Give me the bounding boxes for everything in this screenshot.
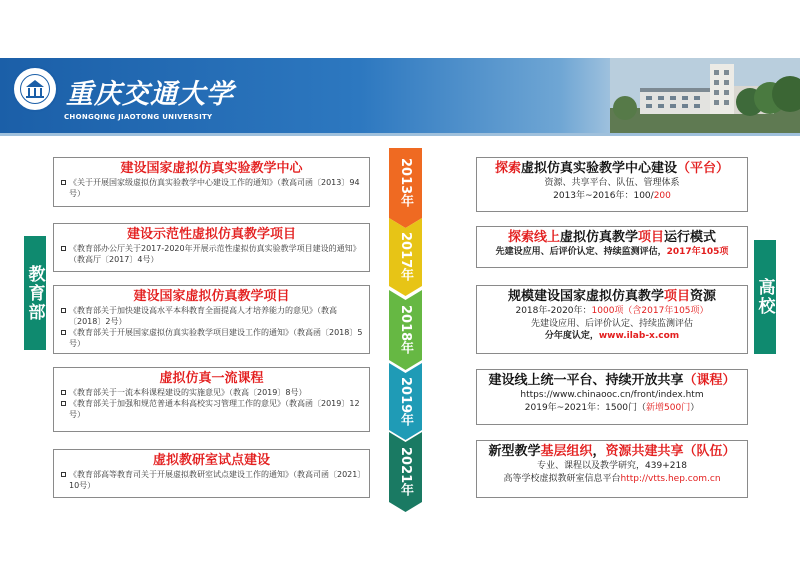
practice-title: 探索虚拟仿真实验教学中心建设（平台） [494,161,730,176]
timeline-year-2 [389,290,422,370]
timeline-year-label: 2017年 [398,232,413,282]
timeline-year-3 [389,363,422,440]
policy-doc: 《教育部关于加强和规范普通本科高校实习管理工作的意见》（教高函〔2019〕12号） [60,398,363,420]
policy-doc: 《教育部关于一流本科课程建设的实施意见》（教高〔2019〕8号） [60,387,363,398]
practice-title: 探索线上虚拟仿真教学项目运行模式 [507,230,717,245]
university-name-cn: 重庆交通大学 [66,79,234,110]
practice-line: 先建设应用、后评价认定、持续监测评估，2017年105项 [495,247,729,257]
policy-doc: 《教育部关于开展国家虚拟仿真实验教学项目建设工作的通知》（教高函〔2018〕5号） [60,327,363,349]
university-tag: 高校 [754,240,776,354]
policy-doc: 《教育部办公厅关于2017-2020年开展示范性虚拟仿真实验教学项目建设的通知》（教高厅〔2017〕4号） [60,243,363,265]
timeline-year-0 [389,148,422,228]
policy-doc: 《教育部高等教育司关于开展虚拟教研室试点建设工作的通知》（教高司函〔2021〕10号） [60,469,363,491]
chinaooc-link[interactable]: https://www.chinaooc.cn/front/index.htm [520,390,704,400]
practice-line: 资源、共享平台、队伍、管理体系 [544,178,680,188]
timeline-year-4 [389,432,422,512]
policy-title: 建设国家虚拟仿真教学项目 [133,289,290,304]
practice-title: 新型教学基层组织，资源共建共享（队伍） [488,444,736,459]
policy-box-2017 [53,223,370,272]
practice-line: 2018年-2020年：1000项（含2017年105项） [515,306,709,316]
practice-line: 2019年~2021年：1500门（新增500门） [524,402,700,413]
practice-box-2018 [476,285,748,354]
practice-line: 专业、课程以及教学研究，439+218 [537,461,687,471]
practice-box-2017 [476,226,748,268]
ilab-link[interactable]: www.ilab-x.com [598,331,680,341]
vtts-link[interactable]: http://vtts.hep.com.cn [620,473,721,484]
timeline-year-label: 2019年 [398,376,413,427]
policy-title: 建设国家虚拟仿真实验教学中心 [120,161,303,176]
practice-title: 规模建设国家虚拟仿真教学项目资源 [507,289,717,304]
practice-box-2013 [476,157,748,212]
policy-title: 虚拟仿真一流课程 [159,371,264,386]
policy-box-2019 [53,367,370,432]
policy-box-2013 [53,157,370,207]
practice-line: 高等学校虚拟教研室信息平台http://vtts.hep.com.cn [503,473,721,484]
policy-box-2021 [53,449,370,498]
practice-box-2019 [476,369,748,425]
timeline-year-label: 2013年 [398,158,413,208]
policy-title: 虚拟教研室试点建设 [152,453,270,468]
timeline-year-label: 2021年 [398,447,413,497]
university-seal-icon [12,66,58,112]
university-name-en: CHONGQING JIAOTONG UNIVERSITY [64,113,213,121]
policy-doc: 《关于开展国家级虚拟仿真实验教学中心建设工作的通知》（教高司函〔2013〕94号） [60,177,363,199]
practice-line: 先建设应用、后评价认定、持续监测评估 [530,318,693,329]
header-divider [0,133,800,136]
practice-title: 建设线上统一平台、持续开放共享（课程） [488,373,736,388]
policy-doc: 《教育部关于加快建设高水平本科教育全面提高人才培养能力的意见》（教高〔2018〕2号） [60,305,363,327]
policy-title: 建设示范性虚拟仿真教学项目 [126,227,296,242]
campus-photo [610,58,800,133]
timeline-year-label: 2018年 [398,305,413,355]
timeline-year-1 [389,218,422,296]
ministry-tag: 教育部 [24,236,46,350]
practice-line: 分年度认定，www.ilab-x.com [544,331,680,341]
practice-box-2021 [476,440,748,498]
policy-box-2018 [53,285,370,354]
practice-line: 2013年~2016年：100/200 [553,190,671,201]
